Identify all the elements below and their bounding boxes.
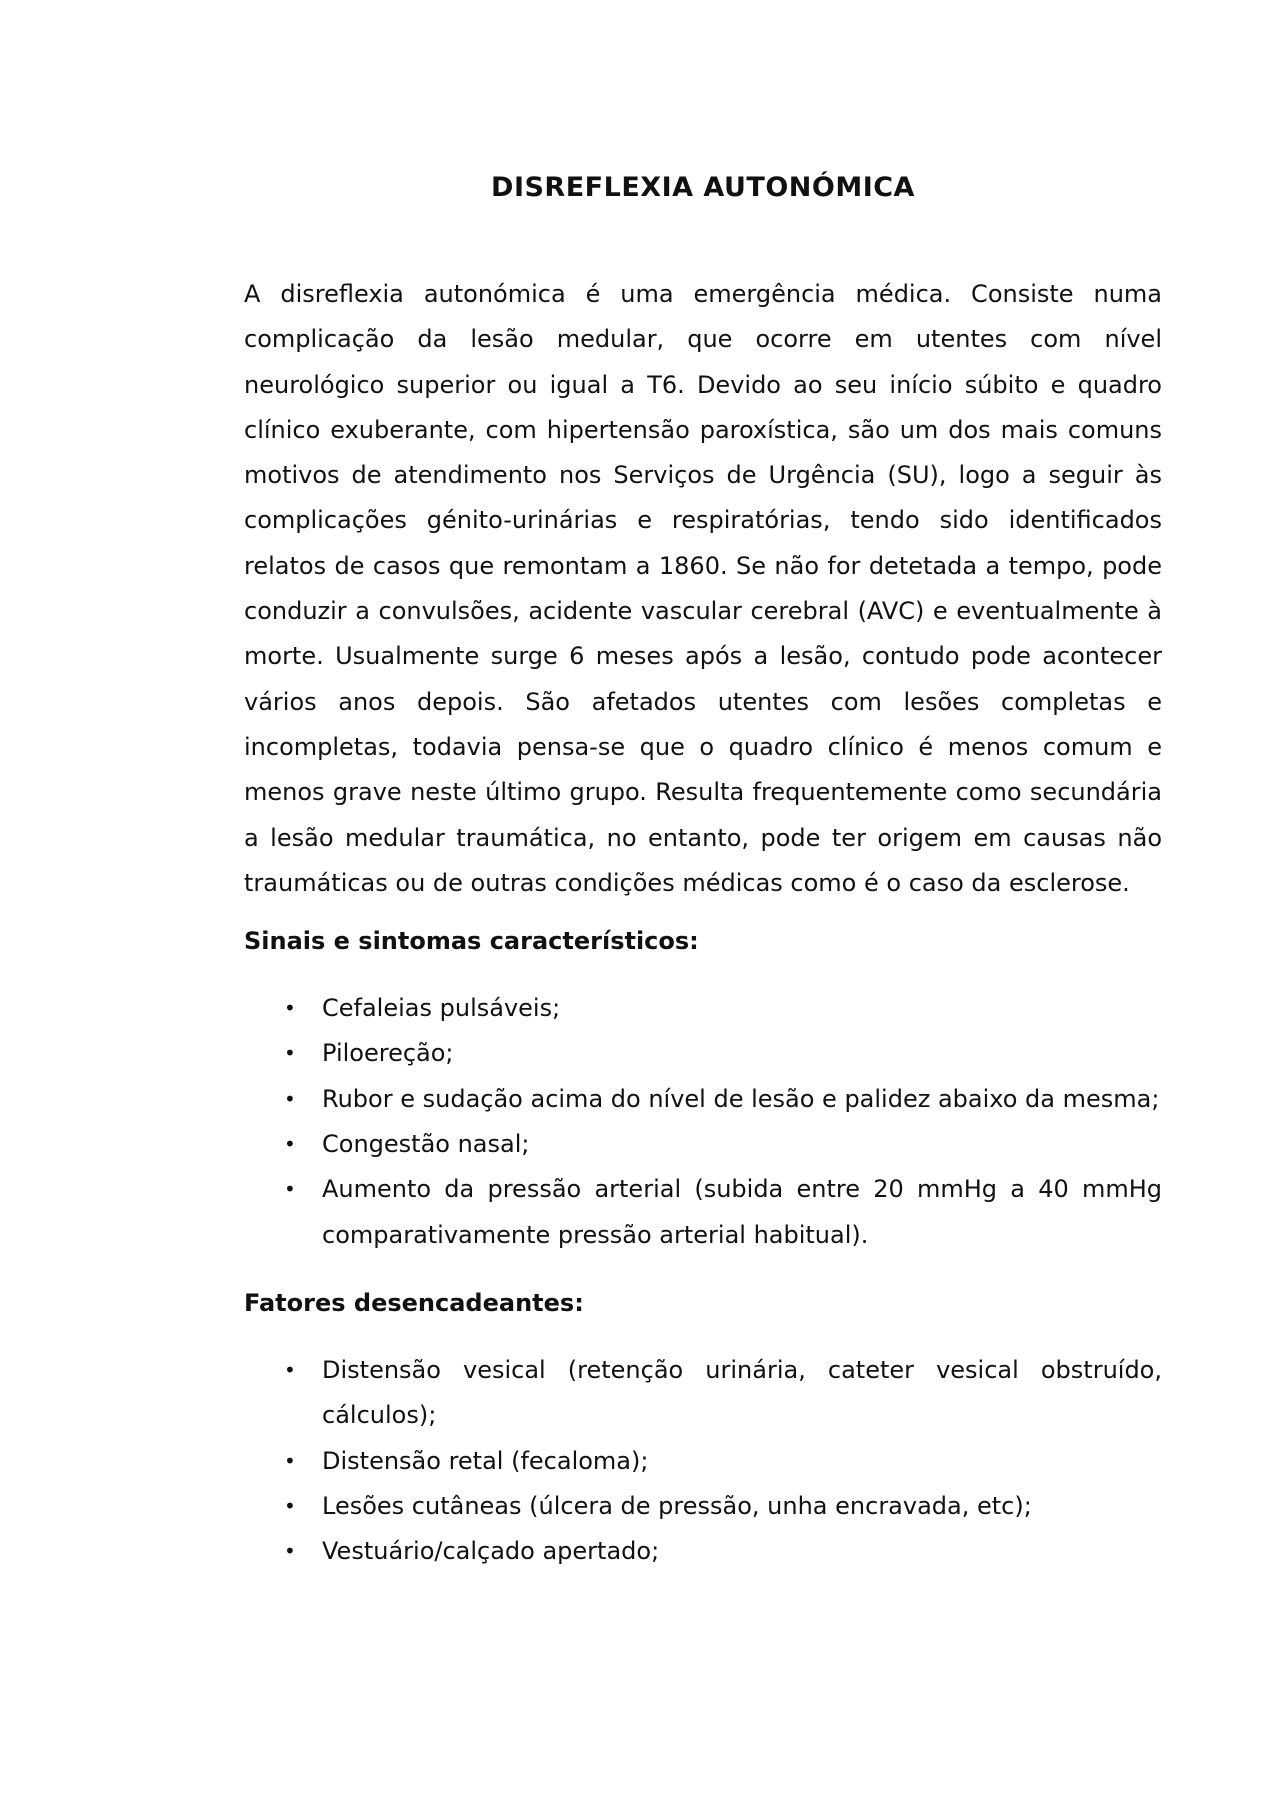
- list-item: [244, 986, 1162, 1031]
- signs-list: [244, 986, 1162, 1258]
- bullet-icon: •: [284, 1132, 296, 1157]
- list-item: [244, 1484, 1162, 1529]
- bullet-icon: •: [284, 1493, 296, 1518]
- list-item-text: Piloereção;: [322, 1039, 454, 1068]
- bullet-icon: •: [284, 1357, 296, 1382]
- list-item: [244, 1348, 1162, 1439]
- bullet-icon: •: [284, 1448, 296, 1473]
- bullet-icon: •: [284, 1177, 296, 1202]
- list-item: [244, 1439, 1162, 1484]
- document-page: [244, 170, 1162, 1601]
- list-item-text: Vestuário/calçado apertado;: [322, 1537, 660, 1566]
- bullet-icon: •: [284, 996, 296, 1021]
- triggers-list: [244, 1348, 1162, 1574]
- bullet-icon: •: [284, 1041, 296, 1066]
- list-item-text: Rubor e sudação acima do nível de lesão e palidez abaixo da mesma;: [322, 1084, 1160, 1113]
- list-item: [244, 1031, 1162, 1076]
- list-item: [244, 1167, 1162, 1258]
- list-item-text: Aumento da pressão arterial (subida entre 20 mmHg a 40 mmHg comparativamente pressão arterial habitual).: [322, 1175, 1162, 1249]
- section-heading-triggers: Fatores desencadeantes:: [244, 1288, 584, 1317]
- list-item-text: Distensão vesical (retenção urinária, cateter vesical obstruído, cálculos);: [322, 1355, 1162, 1430]
- section-heading-signs: Sinais e sintomas característicos:: [244, 927, 699, 956]
- list-item-text: Lesões cutâneas (úlcera de pressão, unha encravada, etc);: [322, 1491, 1032, 1520]
- list-item: [244, 1529, 1162, 1574]
- intro-paragraph: A disreflexia autonómica é uma emergência médica. Consiste numa complicação da lesão medular, que ocorre em utentes com nível neurológico superior ou igual a T6. Devido ao seu início súbito e quadro clínico exuberante, com hipertensão paroxística, são um dos mais comuns motivos de atendimento nos Serviços de Urgência (SU), logo a seguir às complicações génito-urinárias e respiratórias, tendo sido identificados relatos de casos que remontam a 1860. Se não for detetada a tempo, pode conduzir a convulsões, acidente vascular cerebral (AVC) e eventualmente à morte. Usualmente surge 6 meses após a lesão, contudo pode acontecer vários anos depois. São afetados utentes com lesões completas e incompletas, todavia pensa-se que o quadro clínico é menos comum e menos grave neste último grupo. Resulta frequentemente como secundária a lesão medular traumática, no entanto, pode ter origem em causas não traumáticas ou de outras condições médicas como é o caso da esclerose.: [244, 280, 1162, 897]
- page-title: DISREFLEXIA AUTONÓMICA: [491, 172, 915, 203]
- list-item: [244, 1122, 1162, 1167]
- list-item-text: Cefaleias pulsáveis;: [322, 994, 561, 1023]
- list-item-text: Distensão retal (fecaloma);: [322, 1446, 649, 1475]
- list-item-text: Congestão nasal;: [322, 1130, 530, 1159]
- list-item: [244, 1077, 1162, 1122]
- bullet-icon: •: [284, 1086, 296, 1111]
- bullet-icon: •: [284, 1539, 296, 1564]
